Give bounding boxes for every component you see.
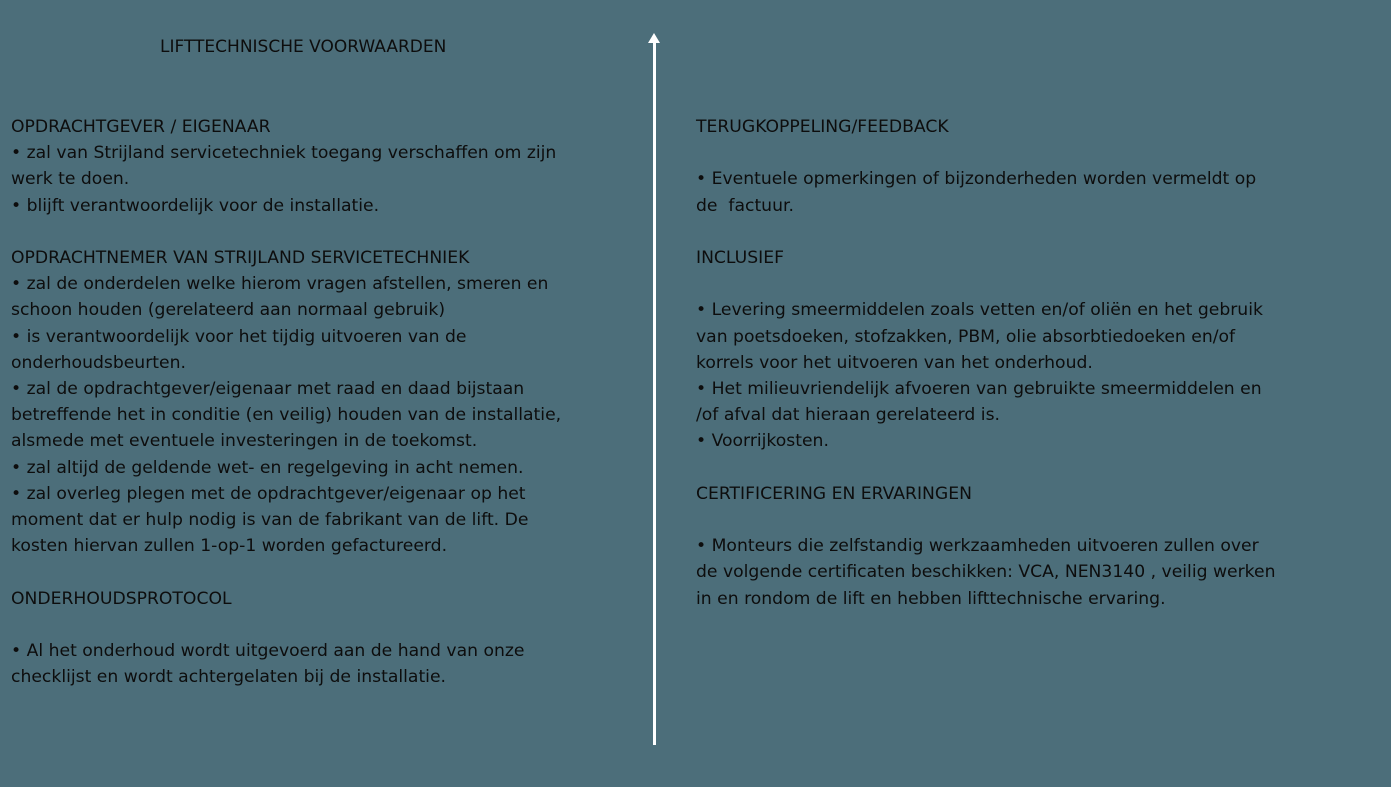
section-line: • zal altijd de geldende wet- en regelgeving in acht nemen. bbox=[11, 457, 524, 478]
section-line: • Levering smeermiddelen zoals vetten en/of oliën en het gebruik bbox=[696, 300, 1263, 321]
section-line: van poetsdoeken, stofzakken, PBM, olie absorbtiedoeken en/of bbox=[696, 326, 1236, 347]
section-heading: INCLUSIEF bbox=[696, 247, 784, 268]
section-line: korrels voor het uitvoeren van het onderhoud. bbox=[696, 352, 1093, 373]
section-line: • zal overleg plegen met de opdrachtgever/eigenaar op het bbox=[11, 483, 526, 504]
section-line: • Het milieuvriendelijk afvoeren van gebruikte smeermiddelen en bbox=[696, 378, 1262, 399]
section-terugkoppeling bbox=[696, 114, 1366, 219]
section-line: • zal de opdrachtgever/eigenaar met raad en daad bijstaan bbox=[11, 379, 525, 400]
section-line: onderhoudsbeurten. bbox=[11, 352, 186, 373]
section-heading: ONDERHOUDSPROTOCOL bbox=[11, 588, 232, 609]
section-line: checklijst en wordt achtergelaten bij de installatie. bbox=[11, 667, 446, 688]
section-line: • blijft verantwoordelijk voor de installatie. bbox=[11, 195, 380, 216]
section-line: • Eventuele opmerkingen of bijzonderheden worden vermeldt op bbox=[696, 169, 1257, 190]
section-line: kosten hiervan zullen 1-op-1 worden gefactureerd. bbox=[11, 536, 448, 557]
section-line: • is verantwoordelijk voor het tijdig uitvoeren van de bbox=[11, 326, 467, 347]
spacer bbox=[696, 507, 1366, 533]
section-line: moment dat er hulp nodig is van de fabrikant van de lift. De bbox=[11, 510, 529, 531]
section-line: de volgende certificaten beschikken: VCA, NEN3140 , veilig werken bbox=[696, 562, 1276, 583]
section-certificering bbox=[696, 481, 1366, 612]
section-line: in en rondom de lift en hebben lifttechnische ervaring. bbox=[696, 588, 1166, 609]
page-title: LIFTTECHNISCHE VOORWAARDEN bbox=[160, 37, 447, 57]
spacer bbox=[11, 612, 651, 638]
section-line: • zal van Strijland servicetechniek toegang verschaffen om zijn bbox=[11, 143, 557, 164]
section-onderhoudsprotocol bbox=[11, 586, 651, 691]
section-line: • Voorrijkosten. bbox=[696, 431, 829, 452]
section-line: werk te doen. bbox=[11, 169, 130, 190]
section-inclusief bbox=[696, 245, 1366, 455]
spacer bbox=[696, 271, 1366, 297]
column-divider bbox=[653, 40, 656, 745]
section-opdrachtgever bbox=[11, 114, 651, 219]
left-column bbox=[11, 114, 651, 717]
section-heading: OPDRACHTNEMER VAN STRIJLAND SERVICETECHNIEK bbox=[11, 248, 470, 268]
section-heading: CERTIFICERING EN ERVARINGEN bbox=[696, 483, 972, 504]
section-line: schoon houden (gerelateerd aan normaal gebruik) bbox=[11, 300, 446, 321]
spacer bbox=[696, 140, 1366, 166]
section-heading: OPDRACHTGEVER / EIGENAAR bbox=[11, 117, 271, 137]
section-line: /of afval dat hieraan gerelateerd is. bbox=[696, 405, 1000, 426]
section-line: • Monteurs die zelfstandig werkzaamheden uitvoeren zullen over bbox=[696, 536, 1259, 557]
section-line: • Al het onderhoud wordt uitgevoerd aan de hand van onze bbox=[11, 641, 525, 662]
section-line: betreffende het in conditie (en veilig) houden van de installatie, bbox=[11, 405, 562, 426]
section-line: • zal de onderdelen welke hierom vragen afstellen, smeren en bbox=[11, 274, 549, 295]
section-line: de factuur. bbox=[696, 195, 794, 216]
section-opdrachtnemer bbox=[11, 245, 651, 559]
section-heading: TERUGKOPPELING/FEEDBACK bbox=[696, 117, 949, 137]
right-column bbox=[696, 114, 1366, 638]
section-line: alsmede met eventuele investeringen in de toekomst. bbox=[11, 431, 478, 452]
